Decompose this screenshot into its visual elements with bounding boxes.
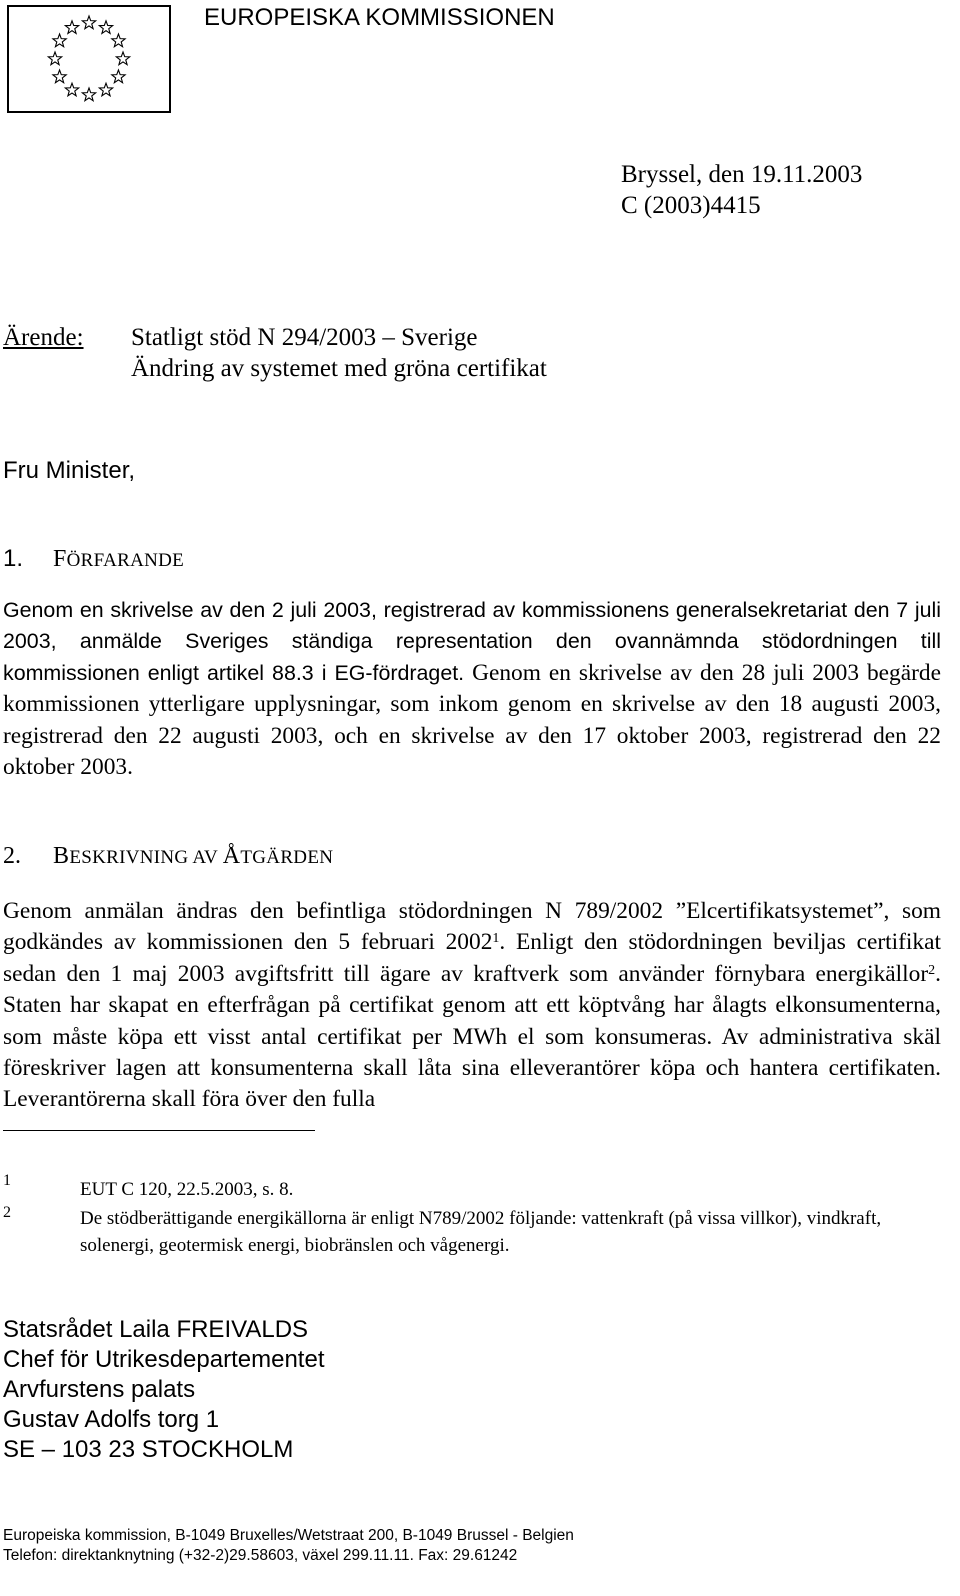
salutation: Fru Minister, — [3, 457, 136, 484]
star-icon — [53, 34, 66, 47]
recipient-line-2: Chef för Utrikesdepartementet — [3, 1346, 325, 1373]
star-icon — [82, 16, 95, 29]
star-icon — [116, 52, 129, 65]
star-icon — [112, 70, 125, 83]
star-icon — [48, 52, 61, 65]
star-icon — [99, 21, 112, 34]
eu-flag-stars-icon — [9, 7, 169, 111]
footnote-1-text: EUT C 120, 22.5.2003, s. 8. — [80, 1179, 294, 1200]
section-2-paragraph-part-3: . Staten har skapat en efterfrågan på certifikat genom att ett köptvång har ålagts elkonsumenterna, som måste köpa ett visst antal certifikat per MWh el som konsumeras. Av administrativa skäl föreskriver lagen att konsumenterna skall låta sina elleverantörer köpa och hantera certifikaten. Leverantörerna skall föra över den fulla — [3, 960, 941, 1113]
star-icon — [65, 83, 78, 96]
section-1-number: 1. — [3, 545, 24, 572]
subject-label: Ärende: — [3, 324, 84, 351]
star-icon — [99, 83, 112, 96]
reference-number: C (2003)4415 — [621, 192, 761, 219]
recipient-line-1: Statsrådet Laila FREIVALDS — [3, 1316, 309, 1343]
footnote-ref-2: 2 — [928, 962, 936, 978]
section-2-paragraph-part-1: Genom anmälan ändras den befintliga stödordningen N 789/2002 ”Elcertifikatsystemet”, som godkändes av kommissionen den 5 februari 2002 — [3, 898, 941, 956]
section-1-title-rest: ÖRFARANDE — [66, 550, 185, 571]
footnote-1-number: 1 — [3, 1172, 11, 1189]
recipient-line-5: SE – 103 23 STOCKHOLM — [3, 1436, 294, 1463]
footer-address: Europeiska kommission, B-1049 Bruxelles/Wetstraat 200, B-1049 Brussel - Belgien — [3, 1527, 574, 1544]
section-2-title-rest-2: TGÄRDEN — [240, 847, 334, 868]
section-2-title — [53, 841, 333, 873]
footer-contact: Telefon: direktanknytning (+32-2)29.58603, växel 299.11.11. Fax: 29.61242 — [3, 1547, 518, 1564]
section-2-title-initial: B — [53, 843, 70, 869]
footnote-divider — [3, 1130, 315, 1131]
subject-line-2: Ändring av systemet med gröna certifikat — [131, 355, 547, 382]
date-line: Bryssel, den 19.11.2003 — [621, 161, 863, 188]
star-icon — [53, 70, 66, 83]
section-2-title-initial-2: Å — [222, 843, 241, 869]
footnote-ref-1: 1 — [492, 931, 500, 947]
footnote-2-number: 2 — [3, 1204, 11, 1221]
star-icon — [82, 88, 95, 101]
section-1-paragraph — [3, 595, 941, 783]
footnote-2-text: De stödberättigande energikällorna är enligt N789/2002 följande: vattenkraft (på vissa villkor), vindkraft, solenergi, geotermisk energi, biobränslen och vågenergi. — [80, 1208, 882, 1256]
section-2-paragraph-part-2: . Enligt den stödordningen beviljas certifikat sedan den 1 maj 2003 avgiftsfritt till ägare av kraftverk som använder förnybara energikällor — [3, 929, 941, 987]
star-icon — [112, 34, 125, 47]
recipient-line-3: Arvfurstens palats — [3, 1376, 196, 1403]
section-1-title — [53, 544, 184, 576]
subject-line-1: Statligt stöd N 294/2003 – Sverige — [131, 324, 478, 351]
commission-name: EUROPEISKA KOMMISSIONEN — [204, 4, 555, 31]
section-1-paragraph-sans: Genom en skrivelse av den 2 juli 2003, registrerad av kommissionens generalsekretariat den 7 juli 2003, anmälde Sveriges ständiga representation den ovannämnda stödordningen till kommissionen enligt artikel 88.3 i EG-fördraget. — [3, 598, 941, 685]
section-1-paragraph-serif: Genom en skrivelse av den 28 juli 2003 begärde kommissionen ytterligare upplysningar, som inkom genom en skrivelse av den 18 augusti 2003, registrerad den 22 augusti 2003, och en skrivelse av den 17 oktober 2003, registrerad den 22 oktober 2003. — [3, 659, 942, 781]
section-1-title-initial: F — [53, 546, 67, 572]
section-2-paragraph — [3, 896, 941, 1116]
eu-logo — [7, 5, 171, 113]
section-2-title-rest: ESKRIVNING AV — [69, 847, 218, 868]
recipient-line-4: Gustav Adolfs torg 1 — [3, 1406, 220, 1433]
star-icon — [65, 21, 78, 34]
section-2-number: 2. — [3, 843, 21, 869]
